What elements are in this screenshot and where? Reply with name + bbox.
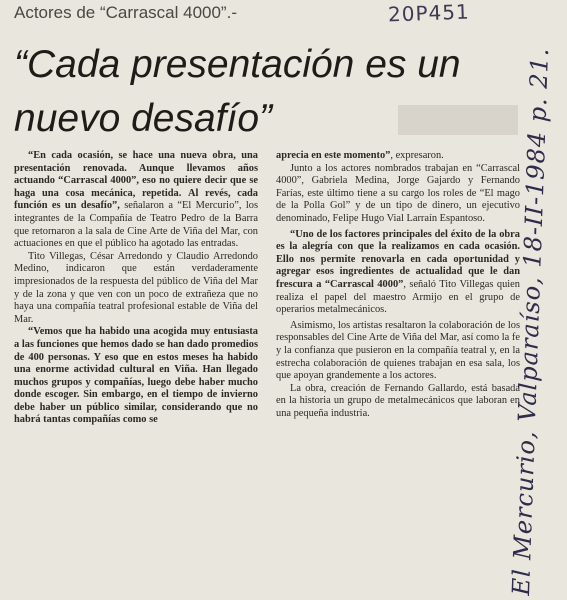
text-segment: señalaron a “El Mercurio”, los integrantes de la Compañía de Teatro Pedro de la Barra que retornaron a la sala de Cine Arte de Viña del Mar, con actuaciones en que el público ha agotado las entradas. <box>14 200 258 250</box>
text-segment: Junto a los actores nombrados trabajan en “Carrascal 4000”, Gabriela Medina, Jorge Gajardo y Fernando Farías, este último tiene a su cargo los roles de “El mago de la Polla Gol” y de un tipo de dinero, un ejecutivo denominado, Felipe Hugo Vial Larraín Espantoso. <box>276 162 520 224</box>
text-segment: , expresaron. <box>390 150 444 161</box>
paragraph <box>276 150 520 163</box>
text-segment <box>181 188 188 199</box>
headline: “Cada presentación es un nuevo desafío” <box>14 43 461 140</box>
text-segment: Al revés, cada función es un desafío”, <box>14 187 258 212</box>
paragraph <box>276 320 520 383</box>
handwritten-citation: El Mercurio, Valparaíso, 18-II-1984 p. 21. <box>507 47 555 596</box>
text-segment: La obra, creación de Fernando Gallardo, está basada en la historia un grupo de metalmecánicos que laboran en una pequeña industria. <box>276 382 520 419</box>
text-segment: Asimismo, los artistas resaltaron la colaboración de los responsables del Cine Arte de Viña del Mar, así como la fe y la confianza que pusieron en la compañía teatral y, en la estrecha colaboración de quienes trabajan en esa sala, los que apoyan grandemente a los actores. <box>276 319 520 382</box>
text-segment: “En cada ocasión, se hace una nueva obra, una presentación renovada. Aunque llevamos años actuando “Carrascal 4000”, <box>14 150 258 187</box>
paragraph <box>14 326 258 427</box>
paragraph <box>276 229 520 317</box>
kicker-line: Actores de “Carrascal 4000”.- <box>14 3 237 22</box>
text-segment: “Uno de los factores principales del éxito de la obra es la alegría con que la realizamos en cada ocasión. Ello nos permite renovarla en cada oportunidad y agregar esos ingredientes de actualidad que le dan frescura a “Carrascal 4000” <box>276 228 520 290</box>
archive-stamp: 20P451 <box>387 0 471 27</box>
text-segment: eso no quiere decir que se haga una cosa mecánica, repetida. <box>14 175 259 199</box>
paragraph <box>276 383 520 421</box>
bleed-through-strip <box>398 105 518 135</box>
paragraph <box>276 163 520 226</box>
text-segment: Tito Villegas, César Arredondo y Claudio Arredondo Medino, indicaron que están verdaderamente impresionados de la respuesta del público de Viña del Mar y de la zona y que ven con un poco de extrañeza que no haya una compañía teatral profesional estable de Viña del Mar. <box>14 250 258 325</box>
text-segment: , señaló Tito Villegas quien realiza el papel del maestro Armijo en el grupo de operarios metalmecánicos. <box>276 278 520 316</box>
paragraph <box>14 251 258 327</box>
paragraph <box>14 150 258 251</box>
article-column-1 <box>14 150 258 427</box>
text-segment: aprecia en este momento” <box>276 150 391 161</box>
text-segment: “Vemos que ha habido una acogida muy entusiasta a las funciones que hemos dado se han dado promedios de 400 personas. Y eso que en estos meses ha habido una enorme actividad cultural en Viña. Han llegado muchos grupos y compañías, luego debe haber mucho donde escoger. Sin embargo, en el tiempo de invierno debe haber un público similar, considerando que no habrá tantas compañías como se <box>14 326 258 426</box>
article-column-2 <box>276 150 520 420</box>
